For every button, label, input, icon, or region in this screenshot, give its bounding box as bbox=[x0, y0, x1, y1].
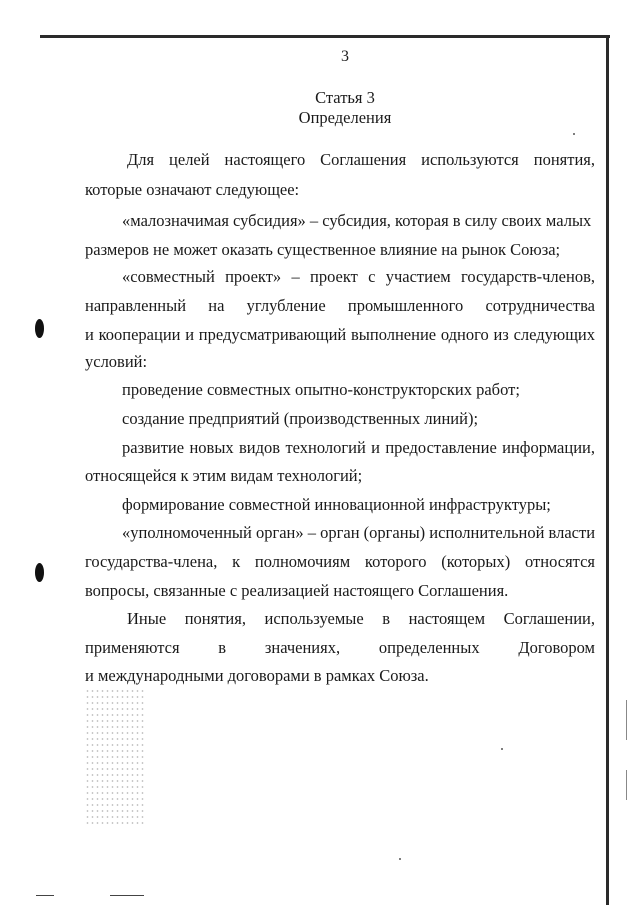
scan-noise bbox=[501, 748, 503, 750]
top-border-line bbox=[40, 35, 610, 38]
binder-hole-mark bbox=[35, 563, 44, 582]
text-line: вопросы, связанные с реализацией настоящего Соглашения. bbox=[85, 581, 509, 600]
scan-speckle-area bbox=[85, 688, 145, 828]
text-line: которые означают следующее: bbox=[85, 180, 300, 199]
scan-noise bbox=[399, 858, 401, 860]
right-border-line bbox=[606, 35, 609, 905]
text-line: относящейся к этим видам технологий; bbox=[85, 466, 363, 485]
scan-edge-mark bbox=[36, 895, 54, 896]
text-line: и кооперации и предусматривающий выполнение одного из следующих bbox=[85, 325, 595, 344]
text-line: формирование совместной инновационной инфраструктуры; bbox=[122, 495, 551, 514]
text-line: создание предприятий (производственных линий); bbox=[122, 409, 479, 428]
scan-edge-mark bbox=[626, 770, 627, 800]
text-line: условий: bbox=[85, 352, 148, 371]
page-number: 3 bbox=[341, 48, 349, 65]
text-line: проведение совместных опытно-конструкторских работ; bbox=[122, 380, 520, 399]
text-line: размеров не может оказать существенное влияние на рынок Союза; bbox=[85, 240, 561, 259]
scan-noise bbox=[573, 133, 575, 135]
text-line: и международными договорами в рамках Союза. bbox=[85, 666, 429, 685]
text-line: направленный на углубление промышленного сотрудничества bbox=[85, 296, 595, 315]
text-line: государства-члена, к полномочиям которого (которых) относятся bbox=[85, 552, 595, 571]
text-line: Для целей настоящего Соглашения используются понятия, bbox=[127, 150, 595, 169]
text-line: «совместный проект» – проект с участием государств-членов, bbox=[122, 267, 595, 286]
text-line: «уполномоченный орган» – орган (органы) исполнительной власти bbox=[122, 523, 596, 542]
scan-edge-mark bbox=[626, 700, 627, 740]
binder-hole-mark bbox=[35, 319, 44, 338]
text-line: развитие новых видов технологий и предоставление информации, bbox=[122, 438, 595, 457]
scan-edge-mark bbox=[110, 895, 144, 896]
text-line: «малозначимая субсидия» – субсидия, которая в силу своих малых bbox=[122, 211, 592, 230]
text-line: Иные понятия, используемые в настоящем Соглашении, bbox=[127, 609, 595, 628]
article-subtitle: Определения bbox=[298, 108, 392, 127]
article-title: Статья 3 bbox=[315, 88, 375, 107]
text-line: применяются в значениях, определенных Договором bbox=[85, 638, 595, 657]
